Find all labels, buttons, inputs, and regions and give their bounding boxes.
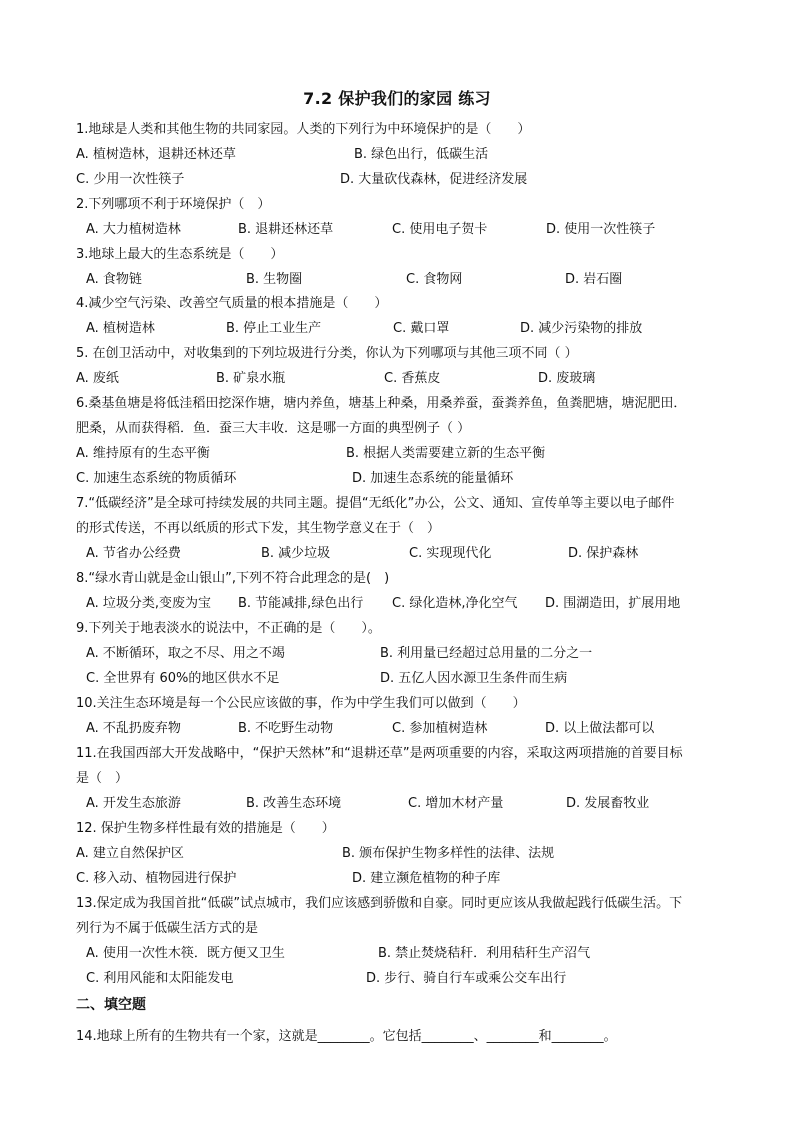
question-5-option-b: B. 矿泉水瓶 [216,371,286,386]
question-2-stem: 2.下列哪项不利于环境保护（ ） [76,197,271,212]
question-7-option-c: C. 实现现代化 [409,546,492,561]
question-13-stem-line-2: 列行为不属于低碳生活方式的是 [76,921,259,936]
question-1-option-b: B. 绿色出行，低碳生活 [354,147,489,162]
question-2-option-c: C. 使用电子贺卡 [392,222,488,237]
question-2-option-a: A. 大力植树造林 [86,222,181,237]
question-10-option-b: B. 不吃野生动物 [238,721,334,736]
question-7-option-b: B. 减少垃圾 [261,546,331,561]
question-10-option-c: C. 参加植树造林 [392,721,488,736]
question-11-stem-line-2: 是（ ） [76,771,129,786]
question-13-option-a: A. 使用一次性木筷．既方便又卫生 [86,946,285,961]
question-3-option-b: B. 生物圈 [246,272,303,287]
question-11-option-d: D. 发展畜牧业 [566,796,650,811]
question-9-option-d: D. 五亿人因水源卫生条件而生病 [380,671,568,686]
question-1-stem: 1.地球是人类和其他生物的共同家园。人类的下列行为中环境保护的是（ ） [76,122,531,137]
question-11-option-b: B. 改善生态环境 [246,796,342,811]
question-3-option-c: C. 食物网 [406,272,463,287]
section-heading-fill-in: 二、填空题 [76,997,146,1013]
question-14-stem: 14.地球上所有的生物共有一个家，这就是________。它包括________、________和________。 [76,1029,617,1044]
question-7-option-d: D. 保护森林 [568,546,639,561]
question-6-option-d: D. 加速生态系统的能量循环 [352,471,514,486]
question-1-option-a: A. 植树造林，退耕还林还草 [76,147,236,162]
question-3-option-d: D. 岩石圈 [565,272,623,287]
question-6-option-b: B. 根据人类需要建立新的生态平衡 [346,446,546,461]
question-2-option-b: B. 退耕还林还草 [238,222,334,237]
question-13-stem-line-1: 13.保定成为我国首批“低碳”试点城市，我们应该感到骄傲和自豪。同时更应该从我做起践行低碳生活。下 [76,896,683,911]
question-4-option-c: C. 戴口罩 [393,321,450,336]
question-3-stem: 3.地球上最大的生态系统是（ ） [76,247,284,262]
question-4-option-a: A. 植树造林 [86,321,155,336]
question-3-option-a: A. 食物链 [86,272,142,287]
question-10-option-a: A. 不乱扔废弃物 [86,721,181,736]
question-8-option-c: C. 绿化造林,净化空气 [392,596,518,611]
question-9-option-b: B. 利用量已经超过总用量的二分之一 [380,646,593,661]
question-11-option-a: A. 开发生态旅游 [86,796,181,811]
question-8-option-b: B. 节能减排,绿色出行 [238,596,364,611]
question-5-option-c: C. 香蕉皮 [384,371,441,386]
question-1-option-c: C. 少用一次性筷子 [76,172,185,187]
question-13-option-c: C. 利用风能和太阳能发电 [86,971,234,986]
question-12-stem: 12. 保护生物多样性最有效的措施是（ ） [76,821,335,836]
question-12-option-a: A. 建立自然保护区 [76,846,184,861]
question-9-stem: 9.下列关于地表淡水的说法中，不正确的是（ ）。 [76,621,381,636]
question-8-option-a: A. 垃圾分类,变废为宝 [86,596,212,611]
question-6-stem-line-1: 6.桑基鱼塘是将低洼稻田挖深作塘，塘内养鱼，塘基上种桑，用桑养蚕，蚕粪养鱼，鱼粪肥塘，塘泥肥田． [76,396,687,411]
question-9-option-a: A. 不断循环，取之不尽、用之不竭 [86,646,285,661]
question-10-option-d: D. 以上做法都可以 [545,721,655,736]
question-12-option-b: B. 颁布保护生物多样性的法律、法规 [342,846,555,861]
question-9-option-c: C. 全世界有 60%的地区供水不足 [86,671,280,686]
question-5-option-d: D. 废玻璃 [538,371,596,386]
question-13-option-d: D. 步行、骑自行车或乘公交车出行 [366,971,567,986]
question-13-option-b: B. 禁止焚烧秸秆．利用秸秆生产沼气 [378,946,591,961]
question-5-option-a: A. 废纸 [76,371,119,386]
question-12-option-d: D. 建立濒危植物的种子库 [352,871,501,886]
question-4-option-b: B. 停止工业生产 [226,321,322,336]
question-11-option-c: C. 增加木材产量 [408,796,504,811]
question-10-stem: 10.关注生态环境是每一个公民应该做的事，作为中学生我们可以做到（ ） [76,696,526,711]
question-4-option-d: D. 减少污染物的排放 [520,321,643,336]
page-title: 7.2 保护我们的家园 练习 [303,89,491,108]
question-7-stem-line-2: 的形式传送，不再以纸质的形式下发，其生物学意义在于（ ） [76,521,441,536]
question-4-stem: 4.减少空气污染、改善空气质量的根本措施是（ ） [76,296,388,311]
question-5-stem: 5. 在创卫活动中，对收集到的下列垃圾进行分类，你认为下列哪项与其他三项不同（ ） [76,346,578,361]
question-8-stem: 8.“绿水青山就是金山银山”,下列不符合此理念的是( ) [76,571,390,586]
question-7-option-a: A. 节省办公经费 [86,546,181,561]
question-8-option-d: D. 围湖造田，扩展用地 [545,596,681,611]
question-6-option-a: A. 维持原有的生态平衡 [76,446,210,461]
question-2-option-d: D. 使用一次性筷子 [546,222,656,237]
question-6-option-c: C. 加速生态系统的物质循环 [76,471,237,486]
question-11-stem-line-1: 11.在我国西部大开发战略中，“保护天然林”和“退耕还草”是两项重要的内容，采取这两项措施的首要目标 [76,746,683,761]
question-7-stem-line-1: 7.“低碳经济”是全球可持续发展的共同主题。提倡“无纸化”办公，公文、通知、宣传单等主要以电子邮件 [76,496,675,511]
question-1-option-d: D. 大量砍伐森林，促进经济发展 [340,172,528,187]
question-6-stem-line-2: 肥桑，从而获得稻．鱼．蚕三大丰收．这是哪一方面的典型例子（ ） [76,421,471,436]
question-12-option-c: C. 移入动、植物园进行保护 [76,871,237,886]
